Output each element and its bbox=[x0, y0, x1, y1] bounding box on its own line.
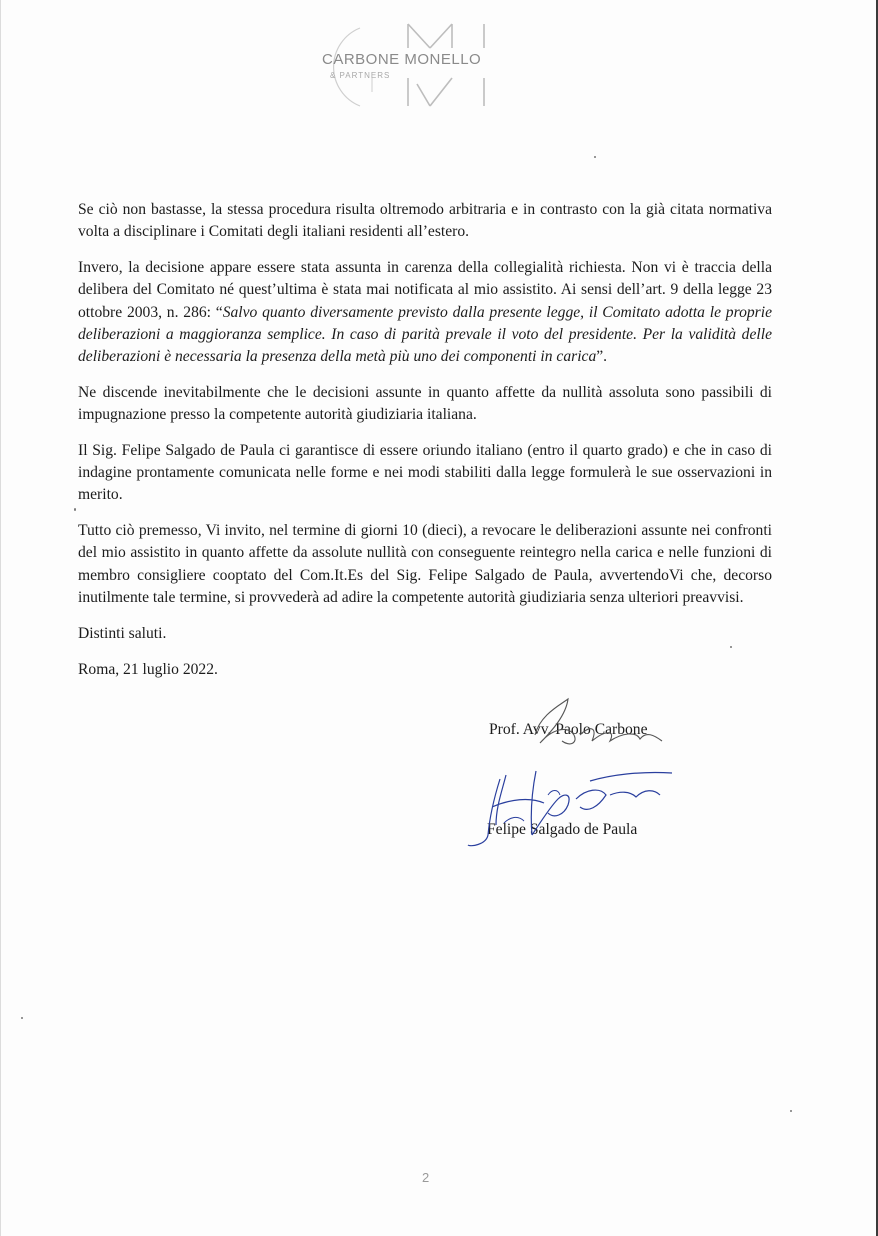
closing-salutation: Distinti saluti. bbox=[78, 624, 167, 642]
scan-speck bbox=[790, 1110, 792, 1112]
signer-2-name: Felipe Salgado de Paula bbox=[487, 821, 638, 838]
paragraph-4: Il Sig. Felipe Salgado de Paula ci garantisce di essere oriundo italiano (entro il quarto grado) e che in caso di indagine prontamente comunicata nelle forme e nei modi stabiliti dalla legge formulerà le sue osservazioni in merito. bbox=[78, 441, 772, 504]
paragraph-2-text: Invero, la decisione appare essere stata assunta in carenza della collegialità richiesta. Non vi è traccia della delibera del Comitato né quest’ultima è stata mai notificata al mio assistito. Ai sensi dell’art. 9 della legge 23 ottobre 2003, n. 286: “ bbox=[78, 258, 772, 321]
scan-speck bbox=[594, 156, 596, 158]
logo-subtitle: & PARTNERS bbox=[330, 71, 391, 80]
paragraph-2 bbox=[78, 257, 772, 369]
law-quote: Salvo quanto diversamente previsto dalla presente legge, il Comitato adotta le proprie deliberazioni a maggioranza semplice. In caso di parità prevale il voto del presidente. Per la validità delle deliberazioni è necessaria la presenza della metà più uno dei componenti in carica bbox=[78, 303, 772, 366]
place-date: Roma, 21 luglio 2022. bbox=[78, 660, 218, 678]
page-left-edge bbox=[0, 0, 1, 1236]
logo-wordmark: CARBONE MONELLO bbox=[322, 51, 482, 68]
paragraph-1: Se ciò non bastasse, la stessa procedura risulta oltremodo arbitraria e in contrasto con la già citata normativa volta a disciplinare i Comitati degli italiani residenti all’estero. bbox=[78, 201, 772, 241]
signer-1-name: Prof. Avv. Paolo Carbone bbox=[489, 721, 648, 738]
page-number: 2 bbox=[422, 1170, 430, 1185]
paragraph-3: Ne discende inevitabilmente che le decisioni assunte in quanto affette da nullità assoluta sono passibili di impugnazione presso la competente autorità giudiziaria italiana. bbox=[78, 383, 772, 424]
scan-speck bbox=[730, 646, 732, 648]
paragraph-2-end: ”. bbox=[596, 348, 608, 366]
handwritten-signatures bbox=[440, 695, 680, 860]
scan-speck bbox=[21, 1017, 23, 1019]
letter-body bbox=[78, 199, 772, 694]
paragraph-5: Tutto ciò premesso, Vi invito, nel termine di giorni 10 (dieci), a revocare le deliberazioni assunte nei confronti del mio assistito in quanto affette da assolute nullità con conseguente reintegro nella carica e nelle funzioni di membro consigliere cooptato del Com.It.Es del Sig. Felipe Salgado de Paula, avvertendoVi che, decorso inutilmente tale termine, si provvederà ad adire la competente autorità giudiziaria senza ulteriori preavvisi. bbox=[78, 521, 772, 607]
scan-speck bbox=[74, 508, 76, 511]
